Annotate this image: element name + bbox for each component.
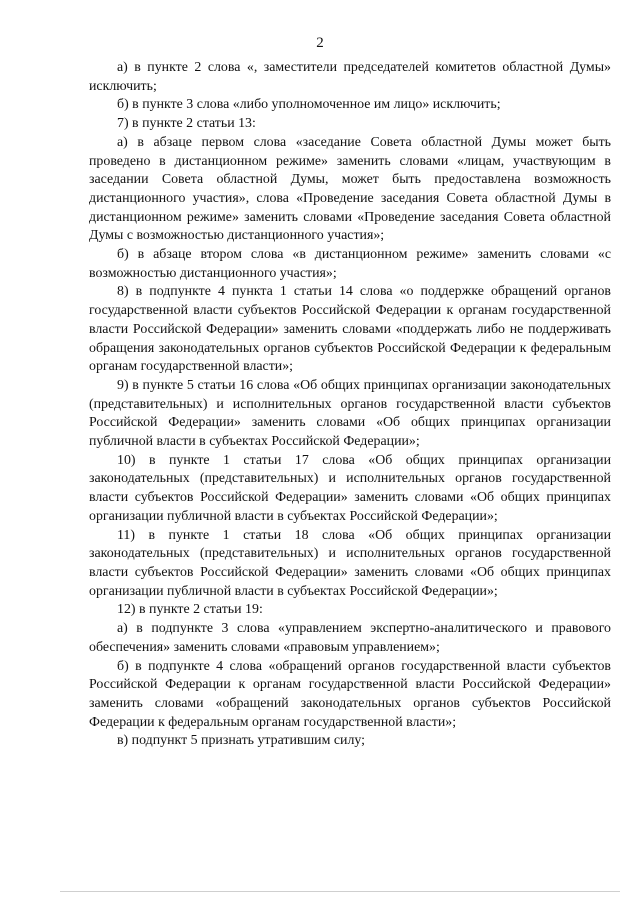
paragraph: а) в пункте 2 слова «, заместители председателей комитетов областной Думы» исключить; bbox=[89, 60, 611, 94]
paragraph: а) в подпункте 3 слова «управлением экспертно-аналитического и правового обеспечения» заменить словами «правовым управлением»; bbox=[89, 621, 611, 655]
paragraph: 10) в пункте 1 статьи 17 слова «Об общих принципах организации законодательных (представительных) и исполнительных органов государственной власти субъектов Российской Федерации» заменить словами «Об общих принципах организации публичной власти в субъектах Российской Федерации»; bbox=[89, 452, 611, 524]
paragraph: 7) в пункте 2 статьи 13: bbox=[117, 116, 256, 132]
document-body bbox=[89, 59, 611, 751]
paragraph: в) подпункт 5 признать утратившим силу; bbox=[117, 733, 366, 749]
paragraph: б) в подпункте 4 слова «обращений органов государственной власти субъектов Российской Федерации к органам государственной власти Российской Федерации» заменить словами «обращений законодательных органов субъектов Российской Федерации к федеральным органам государственной власти»; bbox=[89, 658, 611, 730]
page-number: 2 bbox=[316, 35, 324, 51]
scan-edge-line bbox=[60, 891, 620, 892]
paragraph: 11) в пункте 1 статьи 18 слова «Об общих принципах организации законодательных (представительных) и исполнительных органов государственной власти субъектов Российской Федерации» заменить словами «Об общих принципах организации публичной власти в субъектах Российской Федерации»; bbox=[89, 527, 611, 599]
paragraph: 12) в пункте 2 статьи 19: bbox=[117, 602, 263, 618]
paragraph: а) в абзаце первом слова «заседание Совета областной Думы может быть проведено в дистанционном режиме» заменить словами «лицам, участвующим в заседании Совета областной Думы, может быть предоставлена возможность дистанционного участия», слова «Проведение заседания Совета областной Думы в дистанционном режиме» заменить словами «Проведение заседания Совета областной Думы с возможностью дистанционного участия»; bbox=[89, 134, 611, 244]
paragraph: б) в абзаце втором слова «в дистанционном режиме» заменить словами «с возможностью дистанционного участия»; bbox=[89, 247, 611, 281]
paragraph: 9) в пункте 5 статьи 16 слова «Об общих принципах организации законодательных (представительных) и исполнительных органов государственной власти субъектов Российской Федерации» заменить словами «Об общих принципах организации публичной власти в субъектах Российской Федерации»; bbox=[89, 377, 611, 450]
paragraph: б) в пункте 3 слова «либо уполномоченное им лицо» исключить; bbox=[117, 97, 501, 113]
paragraph: 8) в подпункте 4 пункта 1 статьи 14 слова «о поддержке обращений органов государственной власти субъектов Российской Федерации к органам государственной власти Российской Федерации» заменить словами «поддержать либо не поддерживать обращения законодательных органов субъектов Российской Федерации к федеральным органам государственной власти»; bbox=[89, 284, 611, 375]
